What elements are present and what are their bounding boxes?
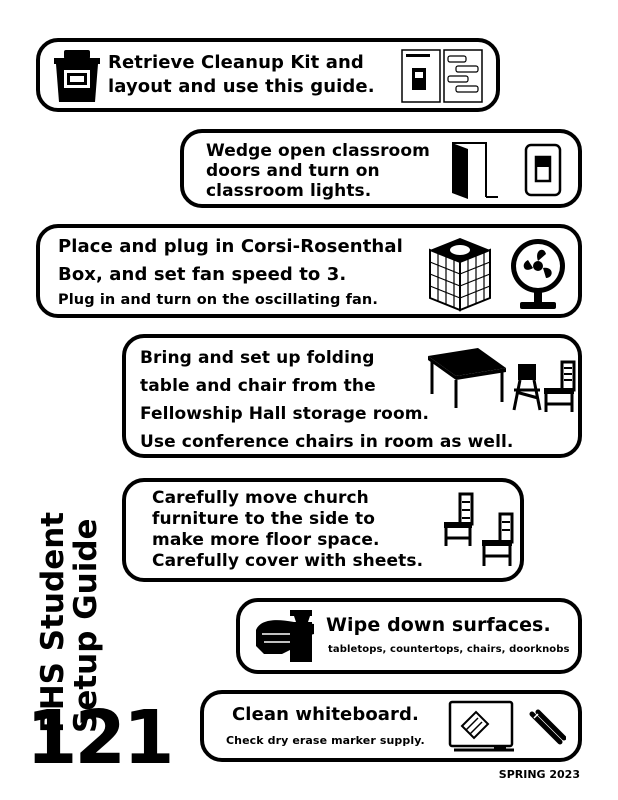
step-church-line4: Carefully cover with sheets. bbox=[152, 551, 424, 571]
step-wipe-title: Wipe down surfaces. bbox=[326, 614, 551, 636]
oscillating-fan-icon bbox=[506, 236, 570, 312]
light-switch-icon bbox=[524, 143, 562, 197]
step-whiteboard-subtitle: Check dry erase marker supply. bbox=[226, 734, 425, 747]
spray-bottle-icon bbox=[254, 608, 320, 666]
whiteboard-icon bbox=[448, 700, 520, 756]
step-tables-line4: Use conference chairs in room as well. bbox=[140, 432, 514, 452]
step-tables-line1: Bring and set up folding bbox=[140, 348, 375, 368]
room-number: 121 bbox=[26, 695, 172, 781]
side-title-line1: PHS Student bbox=[35, 511, 71, 733]
folding-chair-icon bbox=[510, 362, 544, 412]
guide-pages-icon bbox=[400, 48, 484, 104]
step-church-line2: furniture to the side to bbox=[152, 509, 376, 529]
step-fans-line2: Box, and set fan speed to 3. bbox=[58, 264, 347, 285]
step-card-church-furniture bbox=[122, 478, 524, 582]
step-fans-line3: Plug in and turn on the oscillating fan. bbox=[58, 292, 378, 308]
step-card-doors-lights bbox=[180, 129, 582, 208]
step-tables-line3: Fellowship Hall storage room. bbox=[140, 404, 430, 424]
chair-icon bbox=[542, 360, 578, 414]
step-wipe-subtitle: tabletops, countertops, chairs, doorknobs bbox=[328, 644, 570, 655]
step-doors-line3: classroom lights. bbox=[206, 181, 372, 201]
side-title-line2: Setup Guide bbox=[68, 518, 104, 733]
footer-date: SPRING 2023 bbox=[498, 768, 580, 781]
box-fan-icon bbox=[424, 234, 494, 312]
step-tables-line2: table and chair from the bbox=[140, 376, 376, 396]
step-doors-line2: doors and turn on bbox=[206, 161, 380, 181]
step-retrieve-line1: Retrieve Cleanup Kit and bbox=[108, 52, 364, 73]
step-card-retrieve-kit bbox=[36, 38, 500, 112]
folding-table-icon bbox=[426, 346, 508, 412]
side-title bbox=[37, 433, 103, 733]
step-card-fans bbox=[36, 224, 582, 318]
step-doors-line1: Wedge open classroom bbox=[206, 141, 430, 161]
step-card-tables-chairs bbox=[122, 334, 582, 458]
bucket-icon bbox=[50, 48, 104, 106]
step-church-line1: Carefully move church bbox=[152, 488, 369, 508]
step-whiteboard-title: Clean whiteboard. bbox=[232, 704, 419, 725]
open-door-icon bbox=[450, 141, 510, 201]
markers-icon bbox=[526, 708, 566, 748]
step-card-whiteboard bbox=[200, 690, 582, 762]
step-fans-line1: Place and plug in Corsi-Rosenthal bbox=[58, 236, 403, 257]
step-retrieve-line2: layout and use this guide. bbox=[108, 76, 375, 97]
step-card-wipe-surfaces bbox=[236, 598, 582, 674]
church-chairs-icon bbox=[442, 490, 518, 570]
step-church-line3: make more floor space. bbox=[152, 530, 380, 550]
